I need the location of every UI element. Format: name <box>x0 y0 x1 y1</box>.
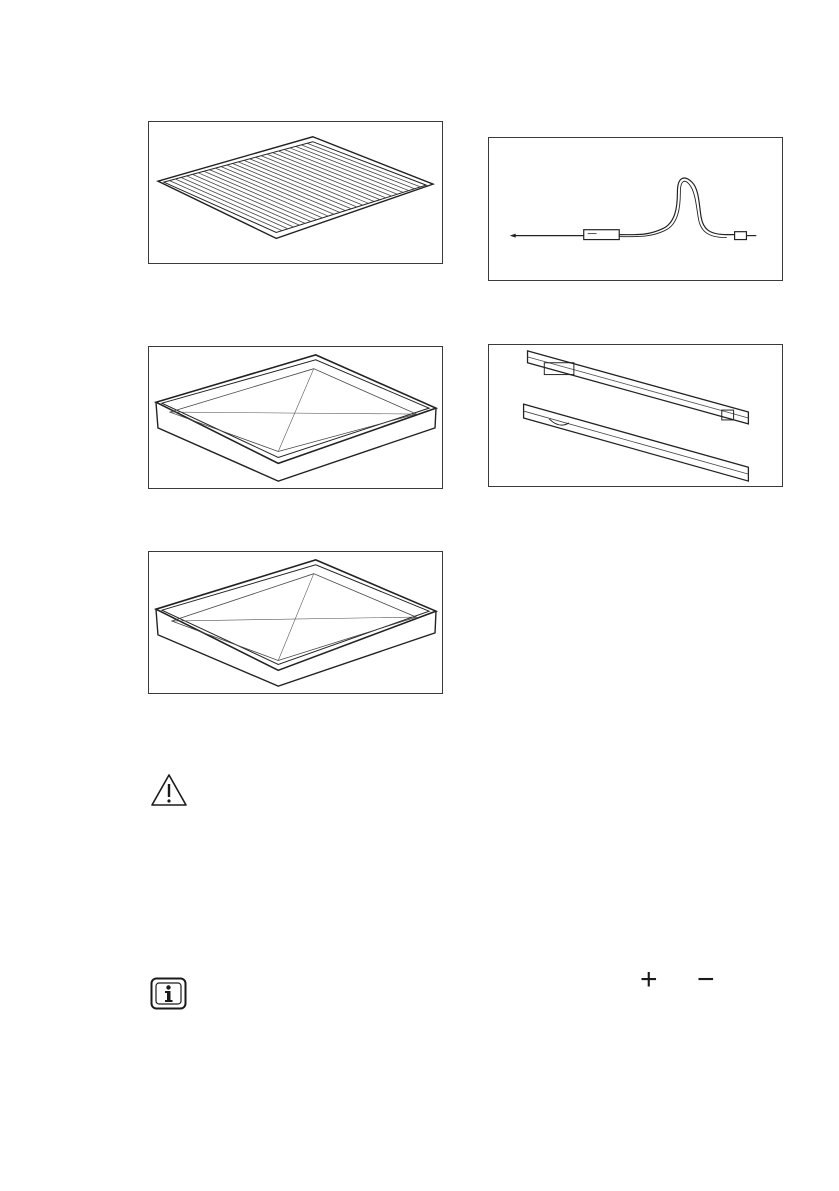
figure-baking-tray <box>148 346 443 489</box>
warning-triangle-icon <box>150 773 188 807</box>
minus-symbol: − <box>697 963 715 996</box>
runners-illustration <box>489 345 782 486</box>
food-sensor-illustration <box>489 138 782 280</box>
figure-wire-shelf <box>148 121 443 264</box>
deep-pan-illustration <box>149 552 442 693</box>
wire-shelf-illustration <box>149 122 442 263</box>
plus-symbol: + <box>640 963 658 996</box>
baking-tray-illustration <box>149 347 442 488</box>
figure-core-temperature-sensor <box>488 137 783 281</box>
figure-grill-roasting-pan <box>148 551 443 694</box>
information-icon <box>150 977 187 1010</box>
figure-telescopic-runners <box>488 344 783 487</box>
